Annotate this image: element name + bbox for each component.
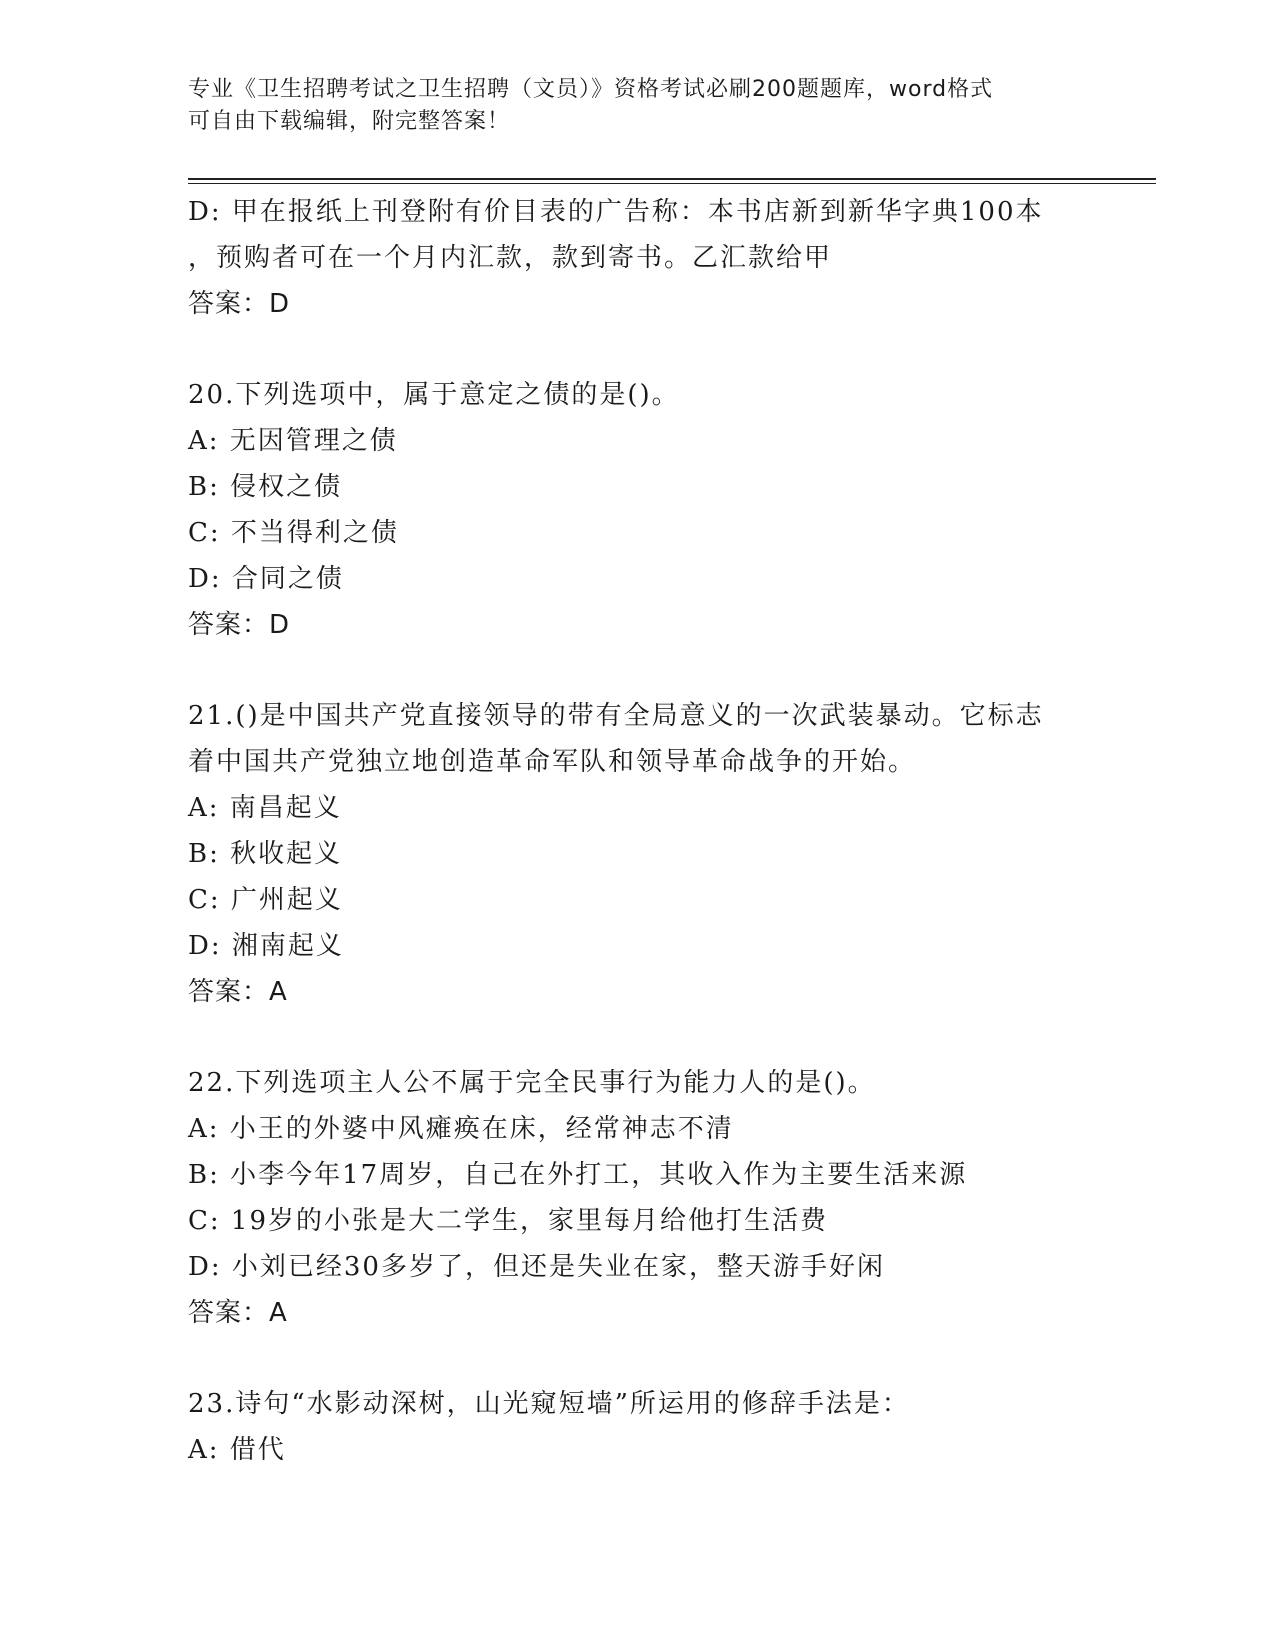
- header-divider-thick: [188, 178, 1156, 180]
- header-divider-thin: [188, 183, 1156, 184]
- question-stem: 21.()是中国共产党直接领导的带有全局意义的一次武装暴动。它标志: [188, 701, 1044, 731]
- question-list: [188, 189, 1088, 1473]
- option-c: C: 广州起义: [188, 885, 343, 915]
- question-stem: 着中国共产党独立地创造革命军队和领导革命战争的开始。: [188, 747, 917, 777]
- answer-line: 答案：D: [188, 289, 291, 319]
- question-item: [188, 693, 1088, 1015]
- spacer: [188, 1336, 1088, 1381]
- spacer: [188, 1015, 1088, 1060]
- option-b: B: 侵权之债: [188, 472, 343, 502]
- question-stem: 20.下列选项中，属于意定之债的是()。: [188, 380, 680, 410]
- question-stem: 22.下列选项主人公不属于完全民事行为能力人的是()。: [188, 1068, 876, 1098]
- option-c: C: 不当得利之债: [188, 518, 399, 548]
- question-item: [188, 372, 1088, 648]
- question-stem: 23.诗句“水影动深树，山光窥短墙”所运用的修辞手法是：: [188, 1389, 910, 1419]
- answer-line: 答案：A: [188, 977, 288, 1007]
- spacer: [188, 327, 1088, 372]
- question-item: [188, 1060, 1088, 1336]
- answer-line: 答案：A: [188, 1298, 288, 1328]
- header-title-line-2: 可自由下载编辑，附完整答案！: [188, 109, 511, 134]
- option-b: B: 小李今年17周岁，自己在外打工，其收入作为主要生活来源: [188, 1160, 968, 1190]
- option-a: A: 无因管理之债: [188, 426, 398, 456]
- option-d: D: 小刘已经30多岁了，但还是失业在家，整天游手好闲: [188, 1252, 885, 1282]
- option-d: D: 湘南起义: [188, 931, 344, 961]
- continued-question: [188, 189, 1088, 327]
- document-header: [188, 74, 1088, 138]
- answer-line: 答案：D: [188, 610, 291, 640]
- option-line: D: 甲在报纸上刊登附有价目表的广告称：本书店新到新华字典100本: [188, 197, 1044, 227]
- question-item: [188, 1381, 1088, 1473]
- spacer: [188, 648, 1088, 693]
- option-a: A: 南昌起义: [188, 793, 342, 823]
- option-a: A: 小王的外婆中风瘫痪在床，经常神志不清: [188, 1114, 734, 1144]
- option-c: C: 19岁的小张是大二学生，家里每月给他打生活费: [188, 1206, 829, 1236]
- option-b: B: 秋收起义: [188, 839, 343, 869]
- option-a: A: 借代: [188, 1435, 286, 1465]
- option-d: D: 合同之债: [188, 564, 344, 594]
- header-title-line-1: 专业《卫生招聘考试之卫生招聘（文员）》资格考试必刷200题题库，word格式: [188, 77, 994, 102]
- option-line: ，预购者可在一个月内汇款，款到寄书。乙汇款给甲: [188, 243, 833, 273]
